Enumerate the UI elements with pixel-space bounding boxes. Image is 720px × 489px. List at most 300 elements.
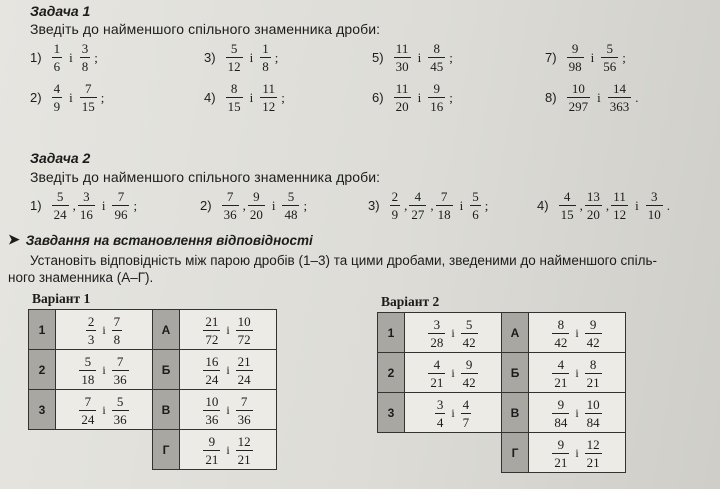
fraction <box>52 82 63 113</box>
denominator: 20 <box>249 207 263 222</box>
conjunction: і <box>271 197 276 213</box>
task1-instruction: Зведіть до найменшого спільного знаменника дроби: <box>30 21 381 37</box>
fraction <box>585 190 602 221</box>
fraction <box>248 190 265 221</box>
row-letter-label: Г <box>153 430 180 470</box>
fraction <box>394 82 411 113</box>
fraction-pair <box>433 398 473 429</box>
table-row <box>378 433 626 473</box>
fraction-pair <box>550 358 603 389</box>
numerator: 8 <box>557 317 565 332</box>
task1-item <box>372 82 453 113</box>
denominator: 21 <box>554 375 568 390</box>
task2-item <box>200 190 307 221</box>
row-letter-label: Г <box>502 433 529 473</box>
numerator: 11 <box>262 81 275 96</box>
denominator: 21 <box>586 455 600 470</box>
numerator: 9 <box>253 189 260 204</box>
left-fraction-cell <box>56 390 153 430</box>
numerator: 4 <box>563 189 571 204</box>
fraction <box>79 395 96 426</box>
numerator: 7 <box>113 314 121 329</box>
numerator: 9 <box>433 81 440 96</box>
row-letter-label: В <box>153 390 180 430</box>
fraction <box>260 82 277 113</box>
row-number-label: 3 <box>29 390 56 430</box>
task2-item <box>368 190 488 221</box>
row-number-label: 3 <box>378 393 405 433</box>
fraction <box>222 190 239 221</box>
numerator: 4 <box>433 357 441 372</box>
conjunction: і <box>575 326 579 340</box>
task2-item <box>537 190 670 221</box>
table-row <box>29 390 277 430</box>
numerator: 12 <box>237 434 251 449</box>
denominator: 42 <box>554 335 568 350</box>
denominator: 84 <box>554 415 568 430</box>
item-number: 5) <box>372 50 384 65</box>
item-number: 7) <box>545 50 557 65</box>
conjunction: і <box>597 89 601 105</box>
denominator: 18 <box>81 372 95 387</box>
fraction-pair <box>77 395 130 426</box>
numerator: 11 <box>613 189 626 204</box>
denominator: 9 <box>391 207 399 222</box>
fraction <box>78 190 95 221</box>
fraction-pair <box>201 395 254 426</box>
fraction <box>552 438 569 469</box>
fraction <box>282 190 299 221</box>
fraction <box>236 435 253 466</box>
left-fraction-cell <box>56 350 153 390</box>
right-fraction-cell <box>180 390 277 430</box>
numerator: 12 <box>586 437 600 452</box>
denominator: 16 <box>79 207 93 222</box>
numerator: 8 <box>589 357 597 372</box>
numerator: 5 <box>287 189 295 204</box>
fraction <box>203 355 220 386</box>
numerator: 2 <box>391 189 399 204</box>
item-number: 1) <box>30 198 42 213</box>
conjunction: і <box>575 446 579 460</box>
punctuation: ; <box>94 49 98 65</box>
numerator: 3 <box>433 317 441 332</box>
right-fraction-cell <box>180 350 277 390</box>
numerator: 8 <box>433 41 440 56</box>
conjunction: і <box>69 49 73 65</box>
fraction <box>390 190 401 221</box>
fraction <box>428 358 445 389</box>
numerator: 5 <box>465 317 473 332</box>
numerator: 9 <box>208 434 216 449</box>
numerator: 7 <box>116 354 124 369</box>
item-number: 2) <box>200 198 212 213</box>
conjunction: і <box>226 363 230 377</box>
fraction <box>611 190 628 221</box>
empty-cell <box>378 433 405 473</box>
fraction <box>585 398 602 429</box>
denominator: 21 <box>430 375 444 390</box>
numerator: 7 <box>84 81 92 96</box>
fraction-pair <box>426 358 479 389</box>
variant1-table <box>28 309 277 470</box>
fraction <box>260 42 271 73</box>
numerator: 1 <box>262 41 269 56</box>
fraction <box>394 42 411 73</box>
numerator: 4 <box>53 81 61 96</box>
table-row <box>378 313 626 353</box>
denominator: 4 <box>436 415 444 430</box>
fraction <box>112 355 129 386</box>
denominator: 72 <box>205 332 219 347</box>
row-number-label: 2 <box>29 350 56 390</box>
fraction-pair <box>84 315 124 346</box>
fraction <box>567 42 584 73</box>
denominator: 363 <box>609 99 630 114</box>
fraction <box>236 315 253 346</box>
denominator: 48 <box>284 207 298 222</box>
fraction <box>236 395 253 426</box>
variant2-table <box>377 312 626 473</box>
fraction <box>567 82 591 113</box>
numerator: 3 <box>81 41 89 56</box>
item-number: 3) <box>368 198 380 213</box>
fraction <box>552 318 569 349</box>
right-fraction-cell <box>529 433 626 473</box>
row-letter-label: В <box>502 393 529 433</box>
numerator: 14 <box>612 81 626 96</box>
conjunction: і <box>459 197 464 213</box>
punctuation: ; <box>303 197 308 213</box>
punctuation: ; <box>484 197 489 213</box>
fraction <box>435 398 446 429</box>
fraction <box>226 42 243 73</box>
fraction <box>226 82 243 113</box>
denominator: 36 <box>113 372 127 387</box>
denominator: 20 <box>395 99 409 114</box>
denominator: 12 <box>262 99 276 114</box>
comma: , <box>430 197 434 213</box>
denominator: 6 <box>472 207 479 222</box>
fraction-pair <box>550 438 603 469</box>
left-fraction-cell <box>56 310 153 350</box>
denominator: 36 <box>113 412 127 427</box>
numerator: 9 <box>589 317 597 332</box>
numerator: 9 <box>557 437 565 452</box>
task1-item <box>204 42 278 73</box>
fraction <box>203 315 220 346</box>
conjunction: і <box>226 323 230 337</box>
item-number: 8) <box>545 90 557 105</box>
numerator: 9 <box>465 357 473 372</box>
fraction <box>601 42 618 73</box>
fraction-pair <box>201 355 254 386</box>
numerator: 5 <box>230 41 238 56</box>
row-letter-label: Б <box>153 350 180 390</box>
denominator: 15 <box>81 99 95 114</box>
denominator: 24 <box>237 372 251 387</box>
fraction <box>112 190 129 221</box>
numerator: 11 <box>395 81 409 96</box>
task2-item <box>30 190 137 221</box>
denominator: 72 <box>237 332 251 347</box>
conjunction: і <box>226 403 230 417</box>
denominator: 30 <box>395 59 409 74</box>
numerator: 5 <box>84 354 92 369</box>
table-row <box>29 430 277 470</box>
denominator: 21 <box>554 455 568 470</box>
fraction <box>86 315 97 346</box>
conjunction: і <box>635 197 639 213</box>
denominator: 12 <box>227 59 241 74</box>
item-number: 4) <box>204 90 216 105</box>
denominator: 6 <box>53 59 61 74</box>
denominator: 12 <box>613 207 627 222</box>
table-row <box>378 353 626 393</box>
numerator: 4 <box>414 189 422 204</box>
matching-paragraph-line2: ного знаменника (А–Г). <box>8 270 154 285</box>
comma: , <box>404 197 408 213</box>
fraction <box>203 435 220 466</box>
conjunction: і <box>102 363 106 377</box>
comma: , <box>605 197 610 213</box>
denominator: 42 <box>586 335 600 350</box>
table-row <box>29 310 277 350</box>
denominator: 20 <box>586 207 600 222</box>
numerator: 4 <box>557 357 565 372</box>
matching-heading-row <box>8 232 313 249</box>
fraction <box>428 42 445 73</box>
denominator: 36 <box>205 412 219 427</box>
punctuation: . <box>666 197 670 213</box>
fraction <box>112 395 129 426</box>
fraction <box>470 190 481 221</box>
numerator: 21 <box>205 314 219 329</box>
punctuation: ; <box>449 49 453 65</box>
conjunction: і <box>417 49 422 65</box>
fraction <box>52 42 63 73</box>
task1-item <box>545 42 626 73</box>
numerator: 10 <box>205 394 219 409</box>
denominator: 15 <box>560 207 574 222</box>
numerator: 7 <box>240 394 248 409</box>
fraction <box>552 358 569 389</box>
fraction <box>608 82 632 113</box>
denominator: 7 <box>462 415 470 430</box>
fraction <box>585 318 602 349</box>
fraction <box>236 355 253 386</box>
fraction-pair <box>201 435 254 466</box>
fraction-pair <box>550 318 603 349</box>
left-fraction-cell <box>405 313 502 353</box>
empty-cell <box>405 433 502 473</box>
conjunction: і <box>590 49 595 65</box>
task1-item <box>204 82 285 113</box>
punctuation: ; <box>449 89 453 105</box>
fraction <box>79 355 96 386</box>
denominator: 27 <box>411 207 425 222</box>
row-letter-label: А <box>502 313 529 353</box>
denominator: 24 <box>205 372 219 387</box>
table-row <box>29 350 277 390</box>
numerator: 3 <box>436 397 444 412</box>
row-letter-label: Б <box>502 353 529 393</box>
denominator: 16 <box>430 99 444 114</box>
variant2-title: Варіант 2 <box>381 294 440 309</box>
task1-item <box>30 42 98 73</box>
fraction <box>80 82 97 113</box>
punctuation: ; <box>133 197 138 213</box>
denominator: 24 <box>53 207 67 222</box>
denominator: 10 <box>647 207 661 222</box>
denominator: 36 <box>223 207 237 222</box>
right-fraction-cell <box>529 313 626 353</box>
conjunction: і <box>226 443 230 457</box>
fraction-pair <box>550 398 603 429</box>
fraction <box>112 315 123 346</box>
task1-item <box>30 82 104 113</box>
conjunction: і <box>249 89 254 105</box>
conjunction: і <box>102 323 106 337</box>
denominator: 45 <box>430 59 444 74</box>
numerator: 9 <box>571 41 579 56</box>
conjunction: і <box>102 403 106 417</box>
denominator: 36 <box>237 412 251 427</box>
fraction <box>585 438 602 469</box>
numerator: 13 <box>586 189 600 204</box>
denominator: 56 <box>603 59 617 74</box>
punctuation: ; <box>100 89 105 105</box>
numerator: 5 <box>606 41 613 56</box>
fraction-pair <box>426 318 479 349</box>
conjunction: і <box>417 89 422 105</box>
fraction <box>436 190 453 221</box>
denominator: 96 <box>114 207 128 222</box>
numerator: 5 <box>472 189 479 204</box>
conjunction: і <box>451 366 455 380</box>
numerator: 1 <box>53 41 61 56</box>
fraction <box>428 318 445 349</box>
task1-title: Задача 1 <box>30 3 91 19</box>
fraction <box>461 318 478 349</box>
right-fraction-cell <box>180 310 277 350</box>
denominator: 8 <box>262 59 269 74</box>
denominator: 3 <box>87 332 95 347</box>
numerator: 7 <box>84 394 92 409</box>
denominator: 42 <box>462 335 476 350</box>
punctuation: . <box>635 89 639 105</box>
comma: , <box>242 197 246 213</box>
comma: , <box>579 197 583 213</box>
fraction <box>559 190 576 221</box>
denominator: 15 <box>227 99 241 114</box>
conjunction: і <box>451 326 455 340</box>
matching-heading: Завдання на встановлення відповідності <box>25 233 313 248</box>
fraction-pair <box>201 315 254 346</box>
conjunction: і <box>249 49 254 65</box>
fraction <box>80 42 91 73</box>
denominator: 24 <box>81 412 95 427</box>
denominator: 28 <box>430 335 444 350</box>
numerator: 2 <box>87 314 95 329</box>
item-number: 1) <box>30 50 42 65</box>
numerator: 21 <box>237 354 251 369</box>
numerator: 7 <box>226 189 234 204</box>
right-fraction-cell <box>529 393 626 433</box>
numerator: 8 <box>230 81 238 96</box>
fraction <box>646 190 663 221</box>
fraction <box>461 398 472 429</box>
numerator: 3 <box>83 189 90 204</box>
numerator: 7 <box>440 189 448 204</box>
numerator: 10 <box>586 397 600 412</box>
numerator: 16 <box>205 354 219 369</box>
denominator: 8 <box>113 332 121 347</box>
conjunction: і <box>575 366 579 380</box>
numerator: 5 <box>56 189 64 204</box>
denominator: 8 <box>81 59 89 74</box>
numerator: 10 <box>237 314 251 329</box>
fraction <box>428 82 445 113</box>
item-number: 2) <box>30 90 42 105</box>
item-number: 6) <box>372 90 384 105</box>
empty-cell <box>56 430 153 470</box>
fraction <box>552 398 569 429</box>
task1-item <box>545 82 638 113</box>
fraction <box>52 190 69 221</box>
denominator: 84 <box>586 415 600 430</box>
right-fraction-cell <box>180 430 277 470</box>
denominator: 21 <box>586 375 600 390</box>
table-row <box>378 393 626 433</box>
left-fraction-cell <box>405 393 502 433</box>
denominator: 98 <box>568 59 582 74</box>
task2-title: Задача 2 <box>30 150 91 166</box>
conjunction: і <box>575 406 579 420</box>
numerator: 10 <box>571 81 585 96</box>
task2-instruction: Зведіть до найменшого спільного знаменника дроби: <box>30 169 381 185</box>
punctuation: ; <box>281 89 285 105</box>
arrow-marker-icon: ➤ <box>8 233 20 248</box>
task1-item <box>372 42 453 73</box>
right-fraction-cell <box>529 353 626 393</box>
denominator: 21 <box>237 452 251 467</box>
row-number-label: 1 <box>378 313 405 353</box>
denominator: 42 <box>462 375 476 390</box>
numerator: 7 <box>117 189 125 204</box>
fraction <box>409 190 426 221</box>
denominator: 18 <box>437 207 451 222</box>
row-number-label: 2 <box>378 353 405 393</box>
item-number: 3) <box>204 50 216 65</box>
denominator: 9 <box>53 99 61 114</box>
numerator: 9 <box>557 397 565 412</box>
empty-cell <box>29 430 56 470</box>
denominator: 297 <box>568 99 589 114</box>
numerator: 3 <box>650 189 658 204</box>
denominator: 21 <box>205 452 219 467</box>
item-number: 4) <box>537 198 549 213</box>
conjunction: і <box>101 197 106 213</box>
conjunction: і <box>451 406 455 420</box>
fraction <box>461 358 478 389</box>
left-fraction-cell <box>405 353 502 393</box>
numerator: 5 <box>116 394 124 409</box>
numerator: 4 <box>462 397 470 412</box>
fraction <box>585 358 602 389</box>
row-number-label: 1 <box>29 310 56 350</box>
variant1-title: Варіант 1 <box>32 291 91 306</box>
